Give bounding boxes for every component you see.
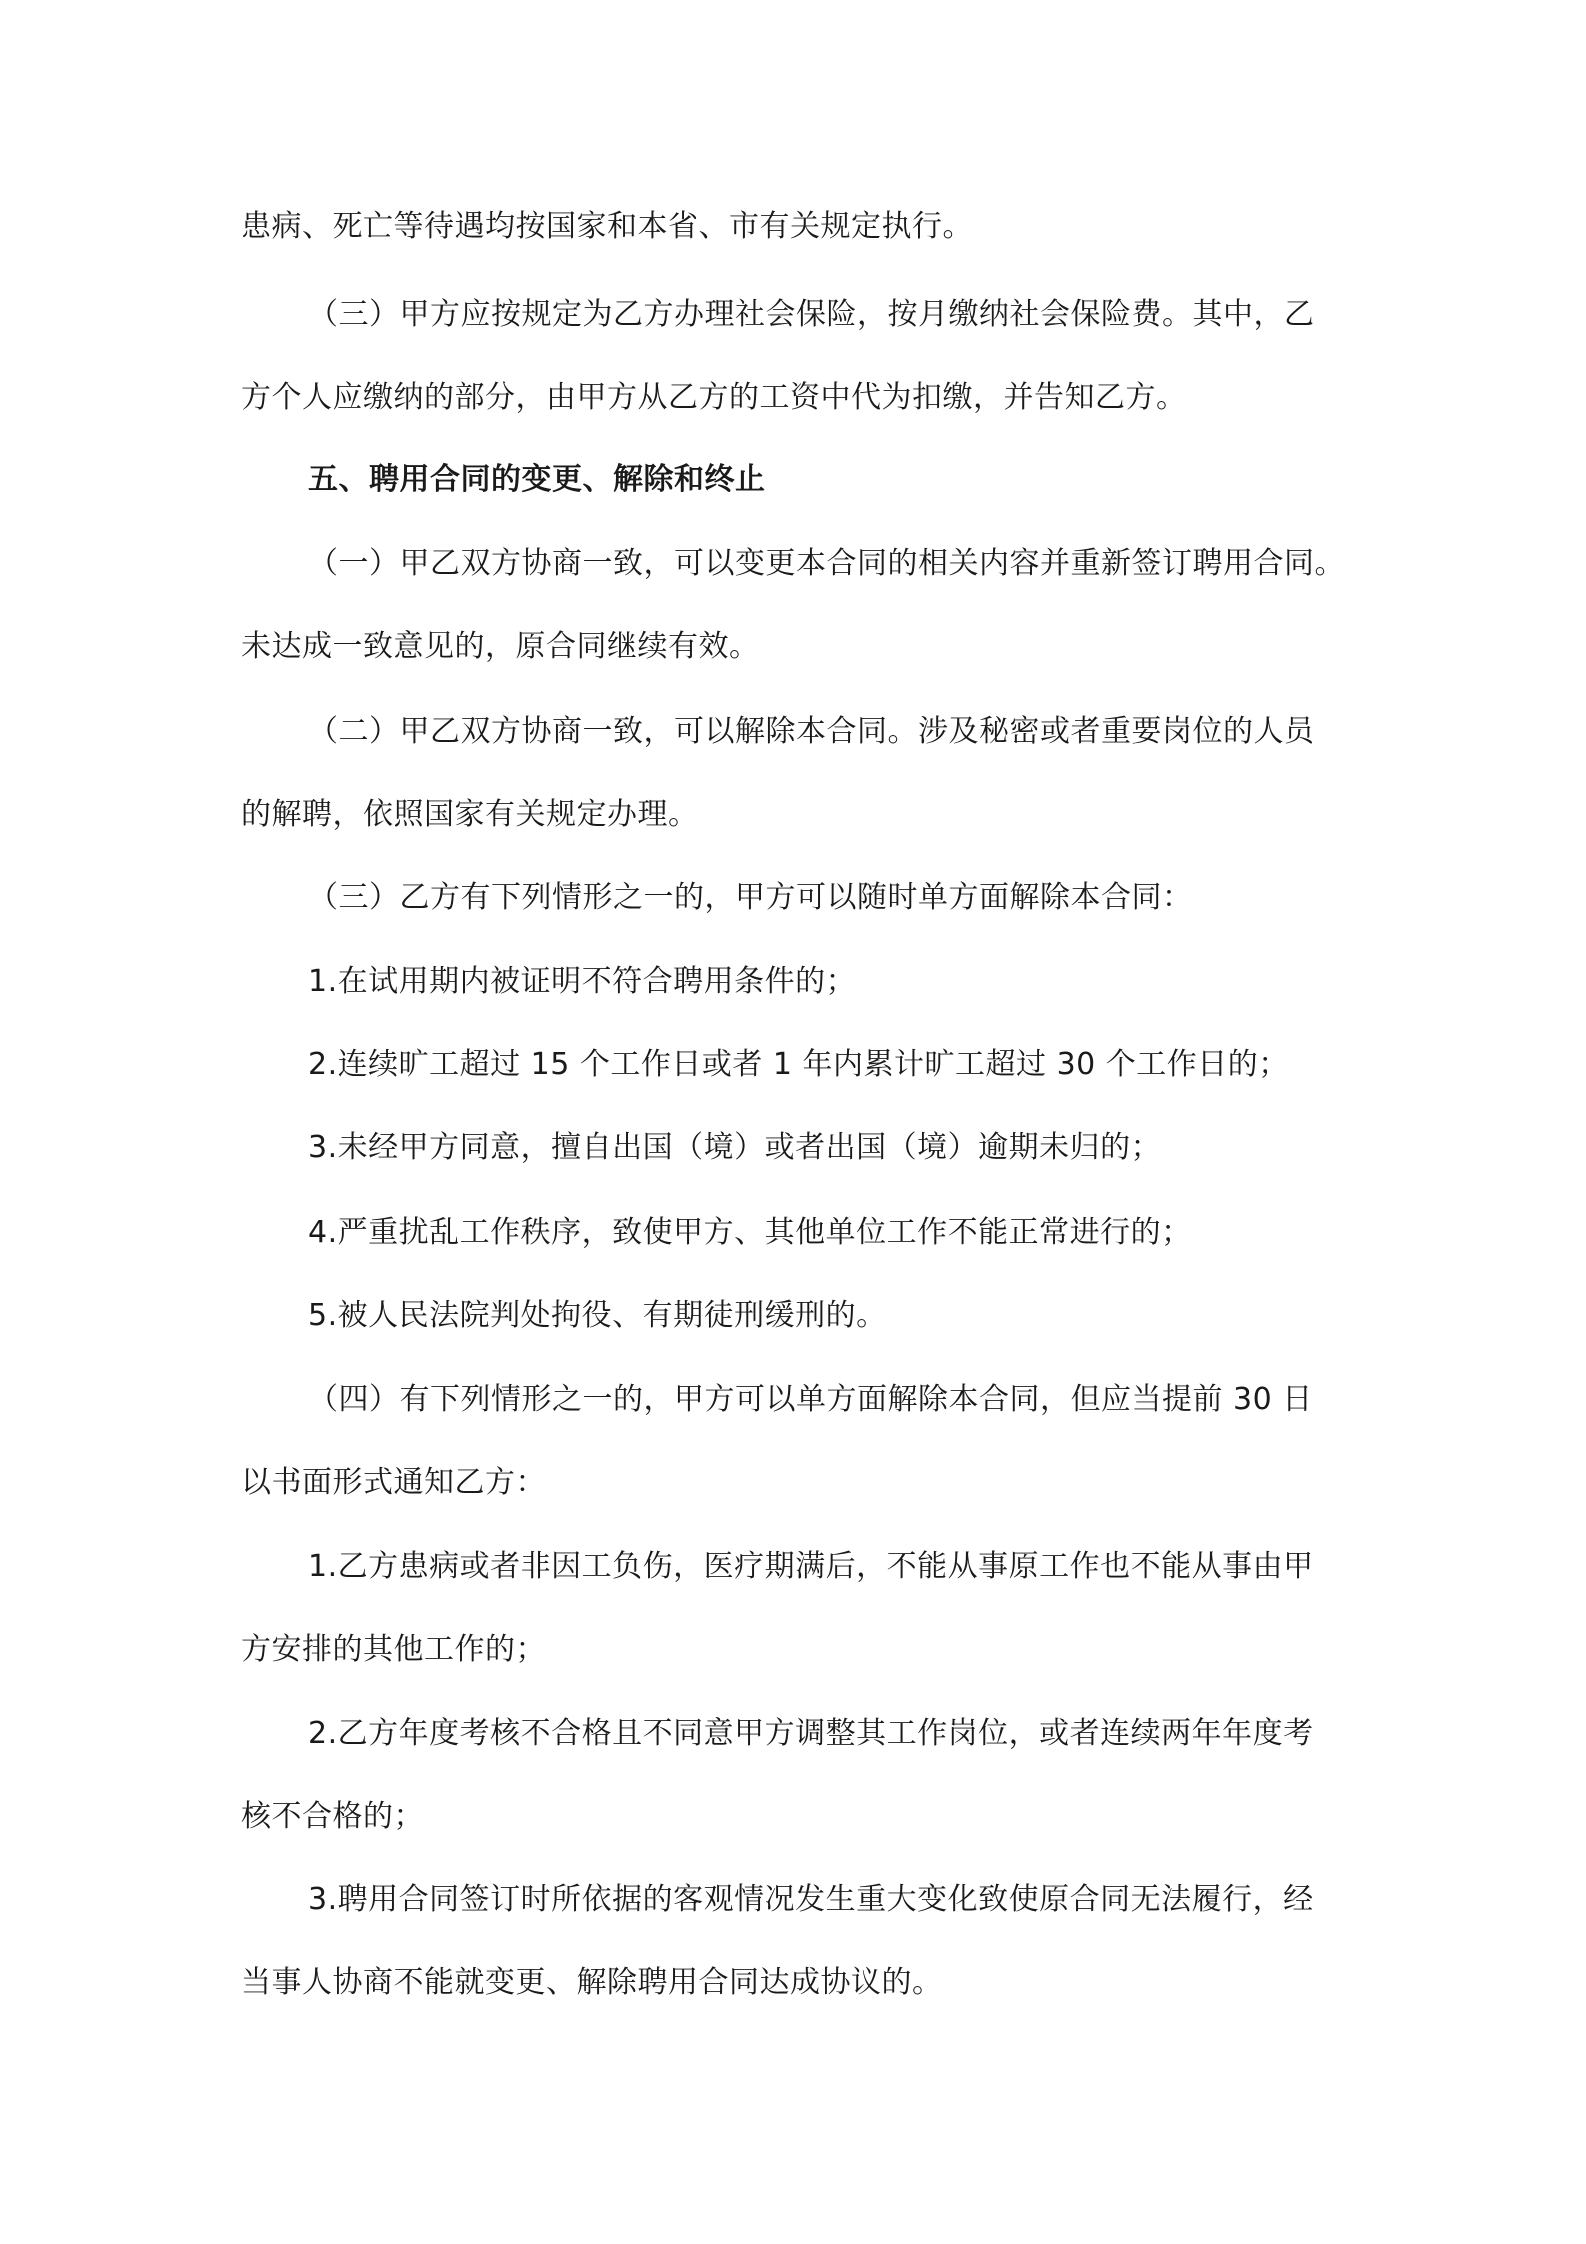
paragraph-line: 的解聘，依照国家有关规定办理。 bbox=[241, 797, 699, 832]
list-item: 2.乙方年度考核不合格且不同意甲方调整其工作岗位，或者连续两年年度考 bbox=[308, 1716, 1314, 1751]
paragraph-line: 未达成一致意见的，原合同继续有效。 bbox=[241, 629, 760, 664]
list-item-continuation: 核不合格的； bbox=[241, 1799, 424, 1834]
paragraph-line: 以书面形式通知乙方： bbox=[241, 1465, 546, 1500]
section-heading: 五、聘用合同的变更、解除和终止 bbox=[308, 462, 766, 497]
list-item-continuation: 当事人协商不能就变更、解除聘用合同达成协议的。 bbox=[241, 1965, 943, 2000]
list-item: 1.在试用期内被证明不符合聘用条件的； bbox=[308, 964, 857, 999]
paragraph-line: 患病、死亡等待遇均按国家和本省、市有关规定执行。 bbox=[241, 209, 973, 244]
list-item: 2.连续旷工超过 15 个工作日或者 1 年内累计旷工超过 30 个工作日的； bbox=[308, 1047, 1289, 1082]
paragraph-line: （二）甲乙双方协商一致，可以解除本合同。涉及秘密或者重要岗位的人员 bbox=[308, 714, 1315, 749]
paragraph-line: （三）乙方有下列情形之一的，甲方可以随时单方面解除本合同： bbox=[308, 880, 1193, 915]
list-item: 5.被人民法院判处拘役、有期徒刑缓刑的。 bbox=[308, 1298, 887, 1333]
list-item: 4.严重扰乱工作秩序，致使甲方、其他单位工作不能正常进行的； bbox=[308, 1215, 1192, 1250]
paragraph-line: （三）甲方应按规定为乙方办理社会保险，按月缴纳社会保险费。其中，乙 bbox=[308, 297, 1315, 332]
list-item-continuation: 方安排的其他工作的； bbox=[241, 1632, 546, 1667]
list-item: 3.未经甲方同意，擅自出国（境）或者出国（境）逾期未归的； bbox=[308, 1130, 1162, 1165]
list-item: 3.聘用合同签订时所依据的客观情况发生重大变化致使原合同无法履行，经 bbox=[308, 1882, 1314, 1917]
paragraph-line: 方个人应缴纳的部分，由甲方从乙方的工资中代为扣缴，并告知乙方。 bbox=[241, 380, 1187, 415]
paragraph-line: （一）甲乙双方协商一致，可以变更本合同的相关内容并重新签订聘用合同。 bbox=[308, 546, 1345, 581]
list-item: 1.乙方患病或者非因工负伤，医疗期满后，不能从事原工作也不能从事由甲 bbox=[308, 1549, 1314, 1584]
paragraph-line: （四）有下列情形之一的，甲方可以单方面解除本合同，但应当提前 30 日 bbox=[308, 1382, 1313, 1417]
